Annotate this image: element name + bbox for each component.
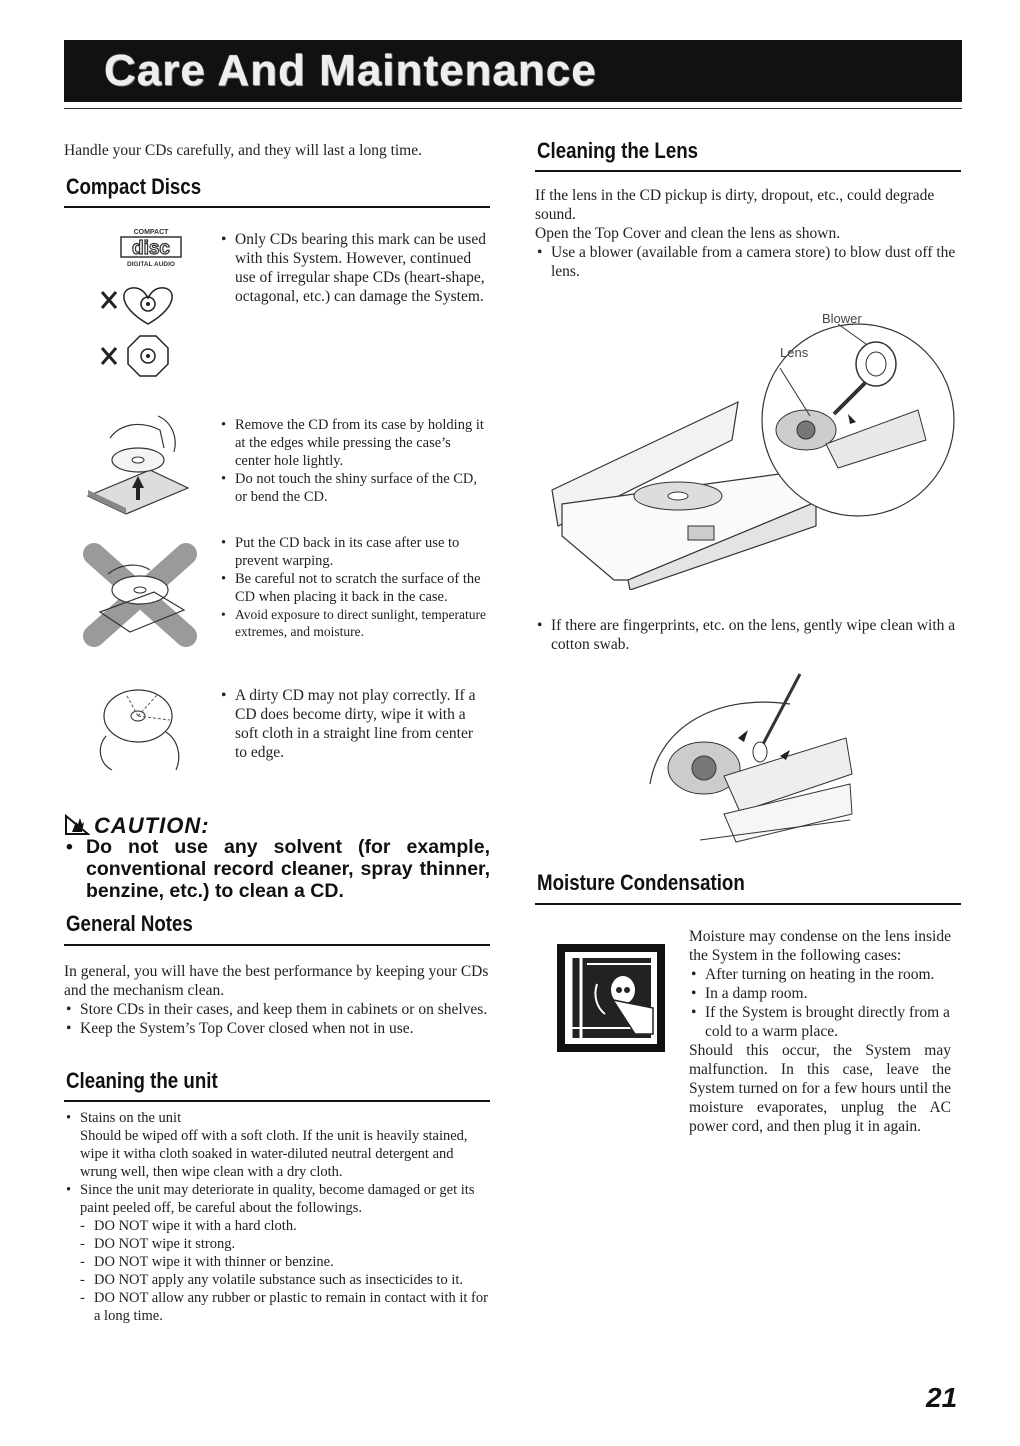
cleaning-unit-heading: Cleaning the unit [66,1068,218,1093]
list-item: • Use a blower (available from a camera store) to blow dust off the lens. [535,243,963,281]
list-item: • A dirty CD may not play correctly. If a CD does become dirty, wipe it with a soft cloth in a straight line from center to edge. [219,686,487,762]
list-item: • Be careful not to scratch the surface of the CD when placing it back in the case. [219,570,487,606]
list-item: • If there are fingerprints, etc. on the lens, gently wipe clean with a cotton swab. [535,616,963,654]
stains-title: • Stains on the unit [80,1110,182,1126]
list-item: • Avoid exposure to direct sunlight, temperature extremes, and moisture. [219,606,487,640]
lens-blower-illustration [548,290,958,590]
list-item: • Store CDs in their cases, and keep them in cabinets or on shelves. [64,1000,492,1019]
cd-bullets-group3 [219,534,487,640]
list-item: • Put the CD back in its case after use to prevent warping. [219,534,487,570]
list-item: • Do not touch the shiny surface of the CD, or bend the CD. [219,470,487,506]
lens-swab-illustration [640,664,860,846]
cleaning-lens-text [535,186,963,281]
cleaning-unit-list [64,1109,492,1217]
moisture-list [689,965,951,1041]
cleaning-lens-heading: Cleaning the Lens [537,138,699,163]
moisture-heading: Moisture Condensation [537,870,745,895]
title-banner [64,40,962,102]
deterioration-note: • Since the unit may deteriorate in quality, become damaged or get its paint peeled off, be careful about the followings. [80,1182,475,1216]
lens-list-1 [535,243,963,281]
lens-p2: Open the Top Cover and clean the lens as shown. [535,225,841,242]
list-item: • If the System is brought directly from a cold to a warm place. [689,1003,951,1041]
cleaning-lens-rule [535,170,961,172]
heart-cd-x-icon [96,280,180,328]
disc-logo-top: COMPACT [133,229,169,236]
list-item: • Only CDs bearing this mark can be used with this System. However, continued use of irregular shape CDs (heart-shape, octagonal, etc.) can damage the System. [219,230,487,306]
list-item [64,1109,492,1181]
intro-text: Handle your CDs carefully, and they will last a long time. [64,142,422,159]
caution-title: CAUTION: [94,813,210,838]
lens-list-2 [535,616,963,654]
dont-item: - DO NOT allow any rubber or plastic to remain in contact with it for a long time. [80,1289,492,1325]
disc-logo-main: disc [131,238,171,259]
cleaning-unit-rule [64,1100,490,1102]
list-item [64,1181,492,1217]
donts-list [80,1217,492,1325]
page-title: Care And Maintenance [104,46,597,95]
cd-case-removal-illustration [80,408,200,518]
condensation-window-illustration [557,944,665,1052]
moisture-body: Should this occur, the System may malfunction. In this case, leave the System turned on for a few hours until the moisture evaporates, unplug the AC power cord, and then plug it in again. [689,1042,951,1135]
list-item: • After turning on heating in the room. [689,965,951,984]
stains-body: Should be wiped off with a soft cloth. If the unit is heavily stained, wipe it witha cloth soaked in water-diluted neutral detergent and wrung well, then wipe clean with a dry cloth. [80,1128,468,1180]
general-notes-text [64,962,492,1038]
general-notes-list [64,1000,492,1038]
cd-wiping-illustration [86,676,196,772]
dont-item: - DO NOT apply any volatile substance such as insecticides to it. [80,1271,492,1289]
moisture-intro: Moisture may condense on the lens inside the System in the following cases: [689,928,951,964]
blower-label: Blower [822,311,862,326]
caution-bullet: • [66,836,73,858]
cd-scratch-warning-illustration [80,540,200,650]
caution-body: Do not use any solvent (for example, conventional record cleaner, spray thinner, benzine, etc.) to clean a CD. [86,836,490,902]
general-notes-heading: General Notes [66,911,193,936]
list-item: • In a damp room. [689,984,951,1003]
dont-item: - DO NOT wipe it with thinner or benzine. [80,1253,492,1271]
moisture-text [689,927,951,1136]
cleaning-unit-text [64,1109,492,1325]
disc-logo [118,226,184,270]
caution-title-row [64,812,210,839]
compact-discs-heading: Compact Discs [66,174,202,199]
disc-logo-bottom: DIGITAL AUDIO [127,261,175,268]
warning-hand-icon [64,812,90,836]
caution-text [64,836,490,902]
compact-discs-rule [64,206,490,208]
cd-bullets-group4 [219,686,487,762]
general-notes-intro: In general, you will have the best performance by keeping your CDs and the mechanism clean. [64,963,489,999]
dont-item: - DO NOT wipe it with a hard cloth. [80,1217,492,1235]
list-item: • Remove the CD from its case by holding it at the edges while pressing the case’s center hole lightly. [219,416,487,470]
lens-label: Lens [780,345,809,360]
page-number: 21 [926,1382,958,1413]
moisture-rule [535,903,961,905]
octagon-cd-x-icon [96,332,180,384]
lens-p1: If the lens in the CD pickup is dirty, dropout, etc., could degrade sound. [535,187,935,223]
list-item: • Keep the System’s Top Cover closed when not in use. [64,1019,492,1038]
dont-item: - DO NOT wipe it strong. [80,1235,492,1253]
cd-bullets-group2 [219,416,487,506]
cd-bullets-group1 [219,230,487,306]
general-notes-rule [64,944,490,946]
banner-rule [64,108,962,109]
